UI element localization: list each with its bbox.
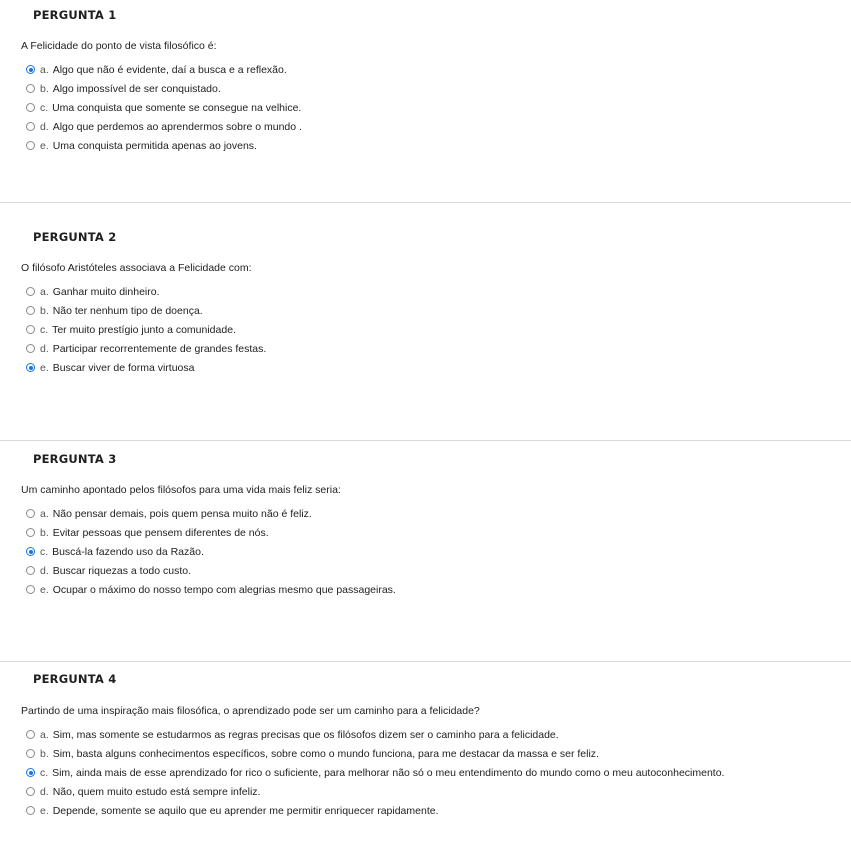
answer-options xyxy=(26,60,302,155)
option-label: Buscar riquezas a todo custo. xyxy=(52,564,192,577)
answer-option-b[interactable] xyxy=(26,744,724,763)
question-4 xyxy=(0,661,851,854)
option-letter: c. xyxy=(40,766,49,779)
option-label: Ganhar muito dinheiro. xyxy=(52,285,160,298)
option-letter: a. xyxy=(40,63,49,76)
question-title: PERGUNTA 3 xyxy=(33,452,117,466)
radio-button[interactable] xyxy=(26,730,35,739)
option-letter: e. xyxy=(40,361,49,374)
answer-options xyxy=(26,504,396,599)
option-label: Depende, somente se aquilo que eu aprender me permitir enriquecer rapidamente. xyxy=(52,804,439,817)
answer-options xyxy=(26,282,266,377)
option-label: Algo que não é evidente, daí a busca e a reflexão. xyxy=(52,63,287,76)
option-letter: e. xyxy=(40,583,49,596)
answer-option-c[interactable] xyxy=(26,98,302,117)
answer-option-d[interactable] xyxy=(26,339,266,358)
option-letter: c. xyxy=(40,545,49,558)
option-label: Sim, mas somente se estudarmos as regras precisas que os filósofos dizem ser o caminho para a felicidade. xyxy=(52,728,559,741)
option-label: Não pensar demais, pois quem pensa muito não é feliz. xyxy=(52,507,312,520)
answer-option-c[interactable] xyxy=(26,542,396,561)
radio-button[interactable] xyxy=(26,749,35,758)
option-letter: c. xyxy=(40,323,49,336)
answer-option-a[interactable] xyxy=(26,282,266,301)
answer-option-a[interactable] xyxy=(26,725,724,744)
question-1 xyxy=(0,0,851,202)
radio-button[interactable] xyxy=(26,141,35,150)
question-title: PERGUNTA 2 xyxy=(33,230,117,244)
option-label: Uma conquista permitida apenas ao jovens. xyxy=(52,139,257,152)
option-letter: c. xyxy=(40,101,49,114)
question-text: A Felicidade do ponto de vista filosófico é: xyxy=(21,40,217,52)
answer-option-e[interactable] xyxy=(26,801,724,820)
radio-button[interactable] xyxy=(26,806,35,815)
question-text: Um caminho apontado pelos filósofos para uma vida mais feliz seria: xyxy=(21,484,341,496)
answer-option-b[interactable] xyxy=(26,79,302,98)
question-text: Partindo de uma inspiração mais filosófica, o aprendizado pode ser um caminho para a felicidade? xyxy=(21,705,480,717)
option-letter: b. xyxy=(40,82,49,95)
option-letter: a. xyxy=(40,507,49,520)
option-label: Não, quem muito estudo está sempre infeliz. xyxy=(52,785,261,798)
answer-option-b[interactable] xyxy=(26,301,266,320)
answer-option-a[interactable] xyxy=(26,504,396,523)
option-letter: d. xyxy=(40,564,49,577)
answer-option-e[interactable] xyxy=(26,358,266,377)
radio-button-selected[interactable] xyxy=(26,65,35,74)
radio-button-selected[interactable] xyxy=(26,363,35,372)
option-letter: b. xyxy=(40,526,49,539)
option-letter: d. xyxy=(40,342,49,355)
question-title: PERGUNTA 4 xyxy=(33,672,117,686)
option-label: Sim, basta alguns conhecimentos específicos, sobre como o mundo funciona, para me destacar da massa e ser feliz. xyxy=(52,747,599,760)
option-letter: a. xyxy=(40,728,49,741)
radio-button[interactable] xyxy=(26,344,35,353)
radio-button[interactable] xyxy=(26,287,35,296)
radio-button[interactable] xyxy=(26,325,35,334)
radio-button[interactable] xyxy=(26,787,35,796)
option-letter: a. xyxy=(40,285,49,298)
option-label: Algo que perdemos ao aprendermos sobre o mundo . xyxy=(52,120,302,133)
radio-button[interactable] xyxy=(26,585,35,594)
radio-button[interactable] xyxy=(26,306,35,315)
radio-button-selected[interactable] xyxy=(26,768,35,777)
answer-option-e[interactable] xyxy=(26,580,396,599)
answer-option-d[interactable] xyxy=(26,117,302,136)
question-text: O filósofo Aristóteles associava a Felicidade com: xyxy=(21,262,252,274)
option-letter: e. xyxy=(40,804,49,817)
question-title: PERGUNTA 1 xyxy=(33,8,117,22)
option-label: Ocupar o máximo do nosso tempo com alegrias mesmo que passageiras. xyxy=(52,583,396,596)
option-label: Evitar pessoas que pensem diferentes de nós. xyxy=(52,526,269,539)
option-label: Buscar viver de forma virtuosa xyxy=(52,361,195,374)
answer-option-b[interactable] xyxy=(26,523,396,542)
option-letter: d. xyxy=(40,785,49,798)
answer-option-e[interactable] xyxy=(26,136,302,155)
radio-button[interactable] xyxy=(26,509,35,518)
answer-option-d[interactable] xyxy=(26,782,724,801)
radio-button-selected[interactable] xyxy=(26,547,35,556)
answer-option-c[interactable] xyxy=(26,763,724,782)
radio-button[interactable] xyxy=(26,122,35,131)
option-label: Não ter nenhum tipo de doença. xyxy=(52,304,203,317)
radio-button[interactable] xyxy=(26,84,35,93)
option-label: Uma conquista que somente se consegue na velhice. xyxy=(52,101,302,114)
answer-option-a[interactable] xyxy=(26,60,302,79)
answer-option-d[interactable] xyxy=(26,561,396,580)
question-2 xyxy=(0,202,851,441)
option-label: Algo impossível de ser conquistado. xyxy=(52,82,221,95)
option-label: Buscá-la fazendo uso da Razão. xyxy=(52,545,204,558)
answer-options xyxy=(26,725,724,820)
option-label: Ter muito prestígio junto a comunidade. xyxy=(52,323,236,336)
option-letter: b. xyxy=(40,304,49,317)
option-letter: e. xyxy=(40,139,49,152)
answer-option-c[interactable] xyxy=(26,320,266,339)
option-label: Sim, ainda mais de esse aprendizado for rico o suficiente, para melhorar não só o meu entendimento do mundo como o meu autoconhecimento. xyxy=(52,766,725,779)
option-letter: d. xyxy=(40,120,49,133)
option-label: Participar recorrentemente de grandes festas. xyxy=(52,342,267,355)
radio-button[interactable] xyxy=(26,566,35,575)
question-3 xyxy=(0,440,851,662)
radio-button[interactable] xyxy=(26,528,35,537)
option-letter: b. xyxy=(40,747,49,760)
radio-button[interactable] xyxy=(26,103,35,112)
